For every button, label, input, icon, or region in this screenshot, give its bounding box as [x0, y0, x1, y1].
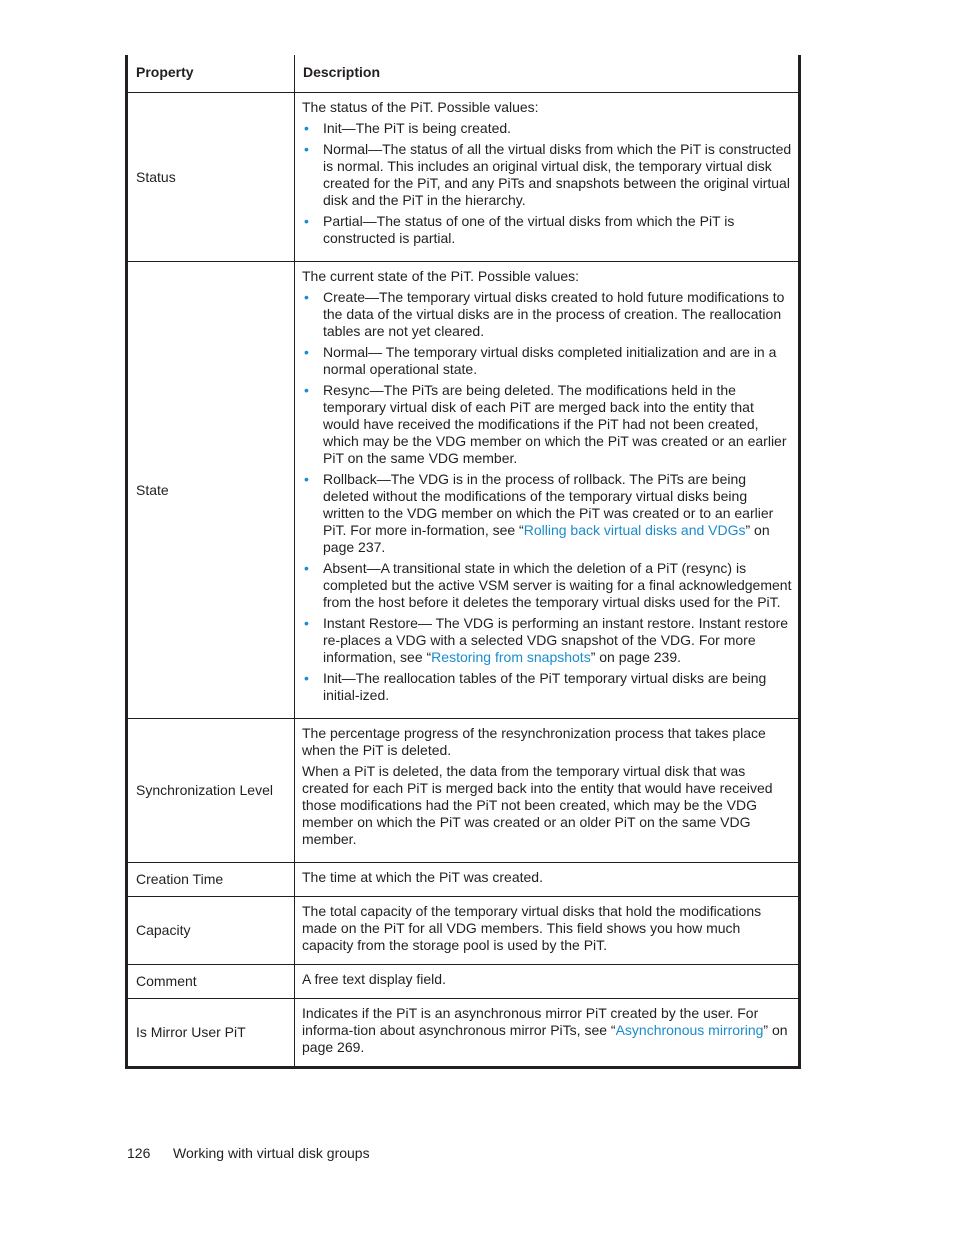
list-item — [302, 471, 792, 556]
restoring-snapshots-link[interactable]: Restoring from snapshots — [431, 648, 591, 665]
table-row-state — [127, 261, 800, 718]
table-header-row — [127, 55, 800, 92]
values-list — [302, 289, 792, 704]
description-cell — [295, 998, 800, 1067]
page-footer — [127, 1145, 370, 1161]
description-para: When a PiT is deleted, the data from the temporary virtual disk that was created for each PiT is merged back into the entity that would have received those modifications had the PiT not been created, which may be the VDG member on which the PiT was created or an older PiT on the same VDG member. — [302, 762, 773, 847]
table-row-is-mirror — [127, 998, 800, 1067]
async-mirroring-link[interactable]: Asynchronous mirroring — [615, 1021, 764, 1038]
list-item: • Create—The temporary virtual disks created to hold future modifications to the data of the virtual disks are in the process of creation. The reallocation tables are not yet cleared. — [302, 289, 792, 340]
item-text: ” on page 237. — [323, 521, 770, 555]
description-cell: The time at which the PiT was created. — [295, 862, 800, 896]
list-item: • Resync—The PiTs are being deleted. The modifications held in the temporary virtual disk of each PiT are merged back into the entity that would have received the modifications if the PiT had not been created, which may be the VDG member on which the PiT was created or an earlier PiT on the same VDG member. — [302, 382, 792, 467]
description-cell: The total capacity of the temporary virtual disks that hold the modifications made on the PiT for all VDG members. This field shows you how much capacity from the storage pool is used by the PiT. — [295, 896, 800, 964]
description-intro: The status of the PiT. Possible values: — [302, 98, 539, 115]
description-para: The percentage progress of the resynchronization process that takes place when the PiT is deleted. — [302, 724, 766, 758]
table-row-sync-level — [127, 718, 800, 862]
description-cell — [295, 718, 800, 862]
list-item: • Absent—A transitional state in which the deletion of a PiT (resync) is completed but the active VSM server is waiting for a final acknowledgement from the host before it deletes the temporary virtual disks used for the PiT. — [302, 560, 792, 611]
table-row-capacity — [127, 896, 800, 964]
rolling-back-link[interactable]: Rolling back virtual disks and VDGs — [523, 521, 746, 538]
description-intro: The current state of the PiT. Possible values: — [302, 267, 580, 284]
list-item: • Partial—The status of one of the virtual disks from which the PiT is constructed is partial. — [302, 213, 792, 247]
list-item: • Init—The PiT is being created. — [302, 120, 792, 137]
property-cell: Is Mirror User PiT — [127, 998, 295, 1067]
section-title: Working with virtual disk groups — [173, 1145, 370, 1161]
property-cell: Creation Time — [127, 862, 295, 896]
list-item: • Normal—The status of all the virtual disks from which the PiT is constructed is normal. This includes an original virtual disk, the temporary virtual disk created for the PiT, and any PiTs and snapshots between the original virtual disk and the PiT in the hierarchy. — [302, 141, 792, 209]
item-text: Rollback—The VDG is in the process of rollback. The PiTs are being deleted without the modifications of the temporary virtual disks being written to the VDG member on which the PiT was created or to an earlier PiT. For more in-formation, see “ — [323, 470, 774, 538]
property-cell: Comment — [127, 964, 295, 998]
header-property: Property — [127, 55, 295, 92]
property-cell: Synchronization Level — [127, 718, 295, 862]
list-item: • Init—The reallocation tables of the PiT temporary virtual disks are being initial-ized. — [302, 670, 792, 704]
item-text: ” on page 239. — [590, 648, 681, 665]
property-cell: Capacity — [127, 896, 295, 964]
list-item: • Normal— The temporary virtual disks completed initialization and are in a normal operational state. — [302, 344, 792, 378]
property-cell: Status — [127, 92, 295, 261]
description-cell — [295, 261, 800, 718]
table-row-creation-time — [127, 862, 800, 896]
list-item — [302, 615, 792, 666]
description-cell: A free text display field. — [295, 964, 800, 998]
values-list — [302, 120, 792, 247]
item-text: Instant Restore— The VDG is performing an instant restore. Instant restore re-places a VDG with a selected VDG snapshot of the VDG. For more information, see “ — [323, 614, 789, 665]
header-description: Description — [295, 55, 800, 92]
item-text: Indicates if the PiT is an asynchronous mirror PiT created by the user. For informa-tion about asynchronous mirror PiTs, see “ — [302, 1004, 759, 1038]
property-table — [125, 55, 801, 1069]
item-text: ” on page 269. — [302, 1021, 788, 1055]
page-number: 126 — [127, 1145, 151, 1161]
table-row-comment — [127, 964, 800, 998]
description-cell — [295, 92, 800, 261]
property-cell: State — [127, 261, 295, 718]
table-row-status — [127, 92, 800, 261]
